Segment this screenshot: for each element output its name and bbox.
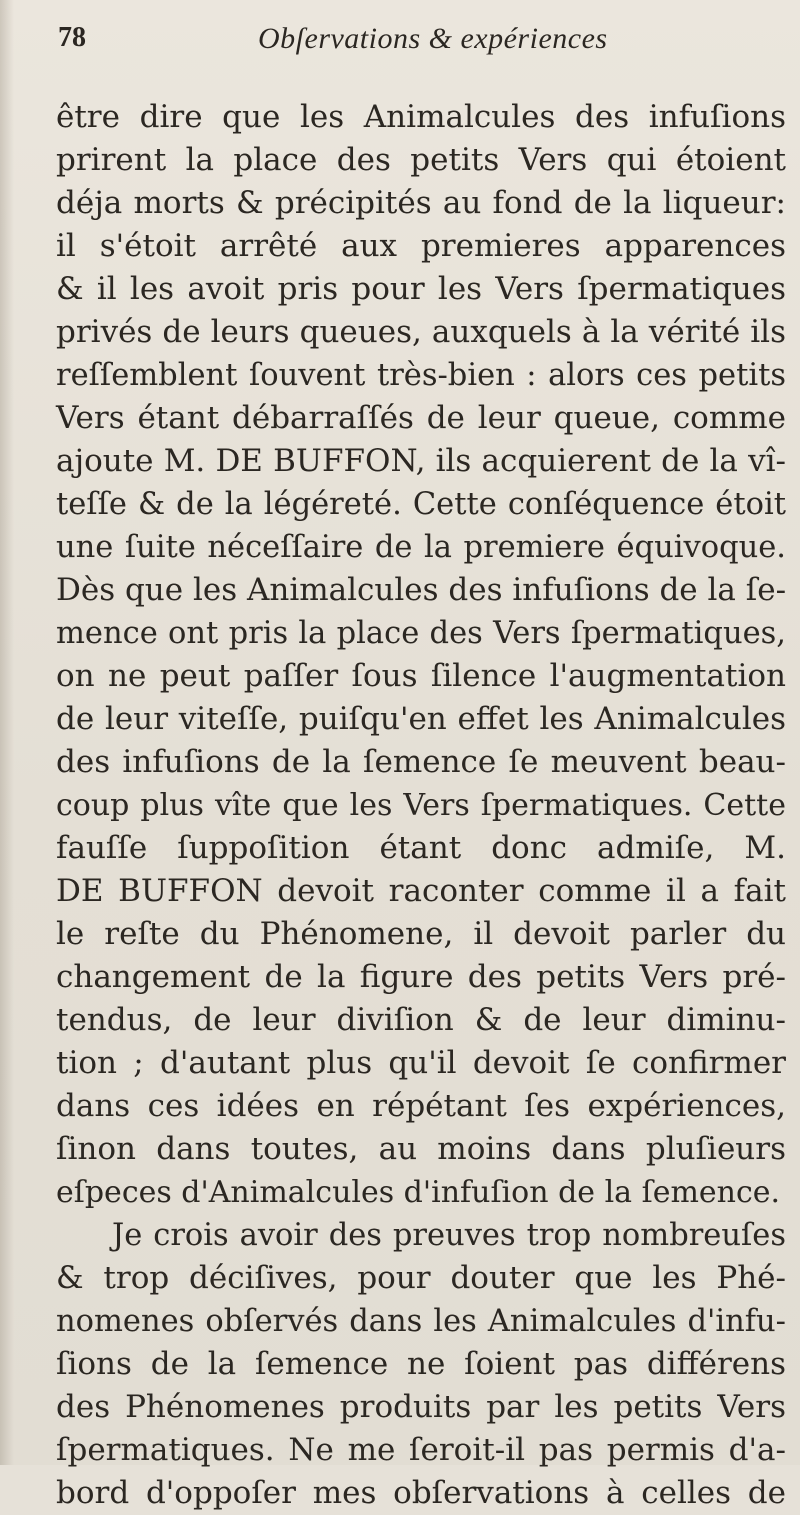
text-line: des Phénomenes produits par les petits Vers bbox=[56, 1389, 786, 1425]
running-title: Obſervations & expériences bbox=[258, 22, 608, 55]
text-line: prirent la place des petits Vers qui étoient bbox=[56, 142, 786, 178]
text-line: être dire que les Animalcules des infuſions bbox=[56, 99, 786, 135]
text-line: DE BUFFON devoit raconter comme il a fait bbox=[56, 873, 786, 909]
text-line: nomenes obſervés dans les Animalcules d'infu- bbox=[56, 1304, 786, 1339]
text-line: des infuſions de la ſemence ſe meuvent beau- bbox=[56, 744, 786, 780]
text-line: une ſuite néceſſaire de la premiere équivoque. bbox=[56, 530, 786, 565]
text-line: reſſemblent ſouvent très-bien : alors ces petits bbox=[56, 358, 786, 393]
text-line: ſinon dans toutes, au moins dans pluſieurs bbox=[56, 1131, 786, 1167]
text-line: & trop déciſives, pour douter que les Phé- bbox=[56, 1260, 786, 1296]
text-line: fauſſe ſuppoſition étant donc admiſe, M. bbox=[56, 830, 786, 866]
text-line: teſſe & de la légéreté. Cette conſéquence étoit bbox=[56, 487, 786, 522]
text-line: tendus, de leur diviſion & de leur diminu- bbox=[56, 1002, 786, 1038]
text-line: tion ; d'autant plus qu'il devoit ſe confirmer bbox=[56, 1045, 786, 1081]
text-line: & il les avoit pris pour les Vers ſpermatiques bbox=[56, 271, 786, 307]
text-line: bord d'oppoſer mes obſervations à celles de bbox=[56, 1475, 786, 1511]
text-line: de leur viteſſe, puiſqu'en effet les Animalcules bbox=[56, 701, 786, 737]
text-line: il s'étoit arrêté aux premieres apparences bbox=[56, 228, 786, 264]
text-line: dans ces idées en répétant ſes expériences, bbox=[56, 1088, 786, 1124]
text-line: Vers étant débarraſſés de leur queue, comme bbox=[56, 400, 786, 436]
text-line: ſpermatiques. Ne me ſeroit-il pas permis d'a- bbox=[56, 1432, 786, 1468]
text-line: privés de leurs queues, auxquels à la vérité ils bbox=[56, 314, 786, 350]
text-line: le reſte du Phénomene, il devoit parler du bbox=[56, 916, 786, 952]
text-line: déja morts & précipités au fond de la liqueur: bbox=[56, 185, 786, 221]
paragraph-start-line: Je crois avoir des preuves trop nombreuſes bbox=[112, 1218, 786, 1253]
text-line: coup plus vîte que les Vers ſpermatiques. Cette bbox=[56, 788, 786, 823]
text-line: ſions de la ſemence ne ſoient pas différens bbox=[56, 1346, 786, 1382]
page-header bbox=[58, 20, 618, 60]
paragraph-end-line: eſpeces d'Animalcules d'infuſion de la ſemence. bbox=[56, 1175, 781, 1210]
binding-gutter-shadow bbox=[0, 0, 14, 1465]
text-line: Dès que les Animalcules des infuſions de la ſe- bbox=[56, 572, 787, 608]
text-line: ajoute M. DE BUFFON, ils acquierent de la vî- bbox=[56, 443, 786, 479]
body-text bbox=[56, 96, 786, 1515]
text-line: changement de la figure des petits Vers pré- bbox=[56, 959, 786, 995]
text-line: mence ont pris la place des Vers ſpermatiques, bbox=[56, 616, 786, 651]
text-line: on ne peut paſſer ſous ſilence l'augmentation bbox=[56, 658, 786, 694]
page-number: 78 bbox=[58, 22, 86, 53]
